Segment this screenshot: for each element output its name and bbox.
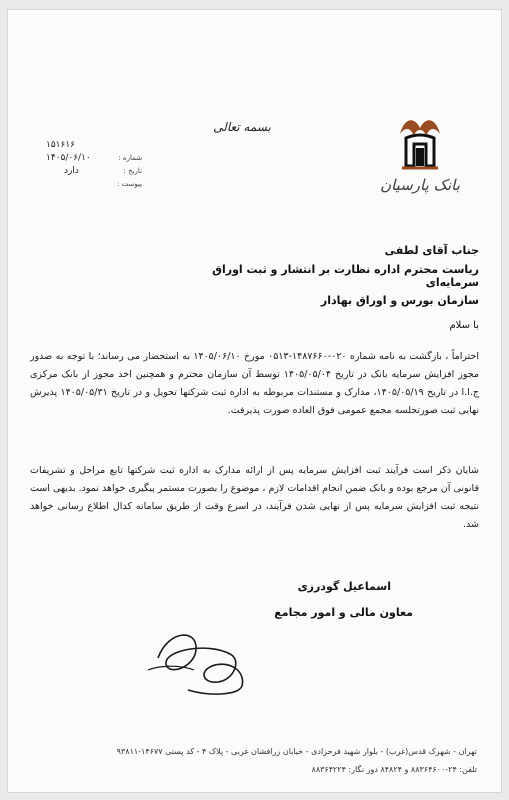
letter-date-label: تاریخ : (123, 167, 142, 175)
letter-date-row (42, 166, 142, 179)
greeting: با سلام (449, 320, 479, 331)
letter-number-label-row (42, 153, 142, 166)
recipient-position: ریاست محترم اداره نظارت بر انتشار و ثبت اوراق سرمایه‌ای (212, 263, 479, 289)
bank-emblem-icon (394, 114, 446, 172)
recipient-block (159, 244, 479, 307)
letter-date-value: ۱۴۰۵/۰۶/۱۰ (46, 153, 91, 163)
footer-phones: تلفن: ۲۴-۸۸۳۶۴۶۰۰ و ۸۴۸۲۴ دور نگار: ۸۸۳۶۴۲۲۴ (311, 765, 477, 774)
letter-meta (42, 140, 142, 192)
letter-footer (25, 743, 477, 779)
bank-logo-text: بانک پارسیان (380, 176, 460, 194)
signer-title: معاون مالی و امور مجامع (274, 606, 413, 619)
handwritten-signature (138, 620, 258, 700)
letter-number-value: ۱۵۱۶۱۶ (46, 140, 76, 150)
bank-logo (360, 114, 480, 210)
letter-attachment-label: پیوست : (117, 180, 142, 188)
letter-attachment-row (42, 179, 142, 192)
letter-attachment-value: دارد (64, 166, 79, 176)
body-paragraph-1: احتراماً ، بازگشت به نامه شماره ۰۲۰-۱۴۸۷۶۶۰-۰۵۱۳ مورخ ۱۴۰۵/۰۶/۱۰ به استحضار می رساند؛ با توجه به صدور مجوز افزایش سرمایه بانک در تاریخ ۱۴۰۵/۰۵/۰۴ توسط آن سازمان محترم و همچنین اخذ مجوز از بانک مرکزی ج.ا.ا در تاریخ ۱۴۰۵/۰۵/۱۹، مدارک و مستندات مربوطه به اداره ثبت شرکتها تحویل و در تاریخ ۱۴۰۵/۰۵/۳۱ پذیرش نهایی ثبت صورتجلسه مجمع عمومی فوق العاده صورت پذیرفت. (30, 351, 479, 416)
footer-address: تهران - شهرک قدس(غرب) - بلوار شهید فرحزادی - خیابان زرافشان غربی - پلاک ۴ - کد پستی ۱۴۶۷۷-۹۳۸۱۱ (116, 747, 477, 756)
body-paragraph-2: شایان ذکر است فرآیند ثبت افزایش سرمایه پس از ارائه مدارک به اداره ثبت شرکتها تابع مراحل و تشریفات قانونی آن مرجع بوده و بانک ضمن انجام اقدامات لازم ، موضوع را بصورت مستمر پیگیری خواهد نمود. بدیهی است نتیجه ثبت افزایش سرمایه پس از نهایی شدن فرآیند، در اسرع وقت از طریق سامانه کدال اطلاع رسانی خواهد شد. (30, 465, 479, 530)
letter-number-label: شماره : (118, 154, 142, 162)
recipient-organization: سازمان بورس و اوراق بهادار (320, 294, 479, 307)
letter-number-row (42, 140, 142, 153)
recipient-name: جناب آقای لطفی (384, 244, 479, 257)
letter-page (8, 10, 501, 792)
bismillah-heading: بسمه تعالی (213, 120, 271, 134)
signer-name: اسماعیل گودرزی (297, 580, 391, 593)
